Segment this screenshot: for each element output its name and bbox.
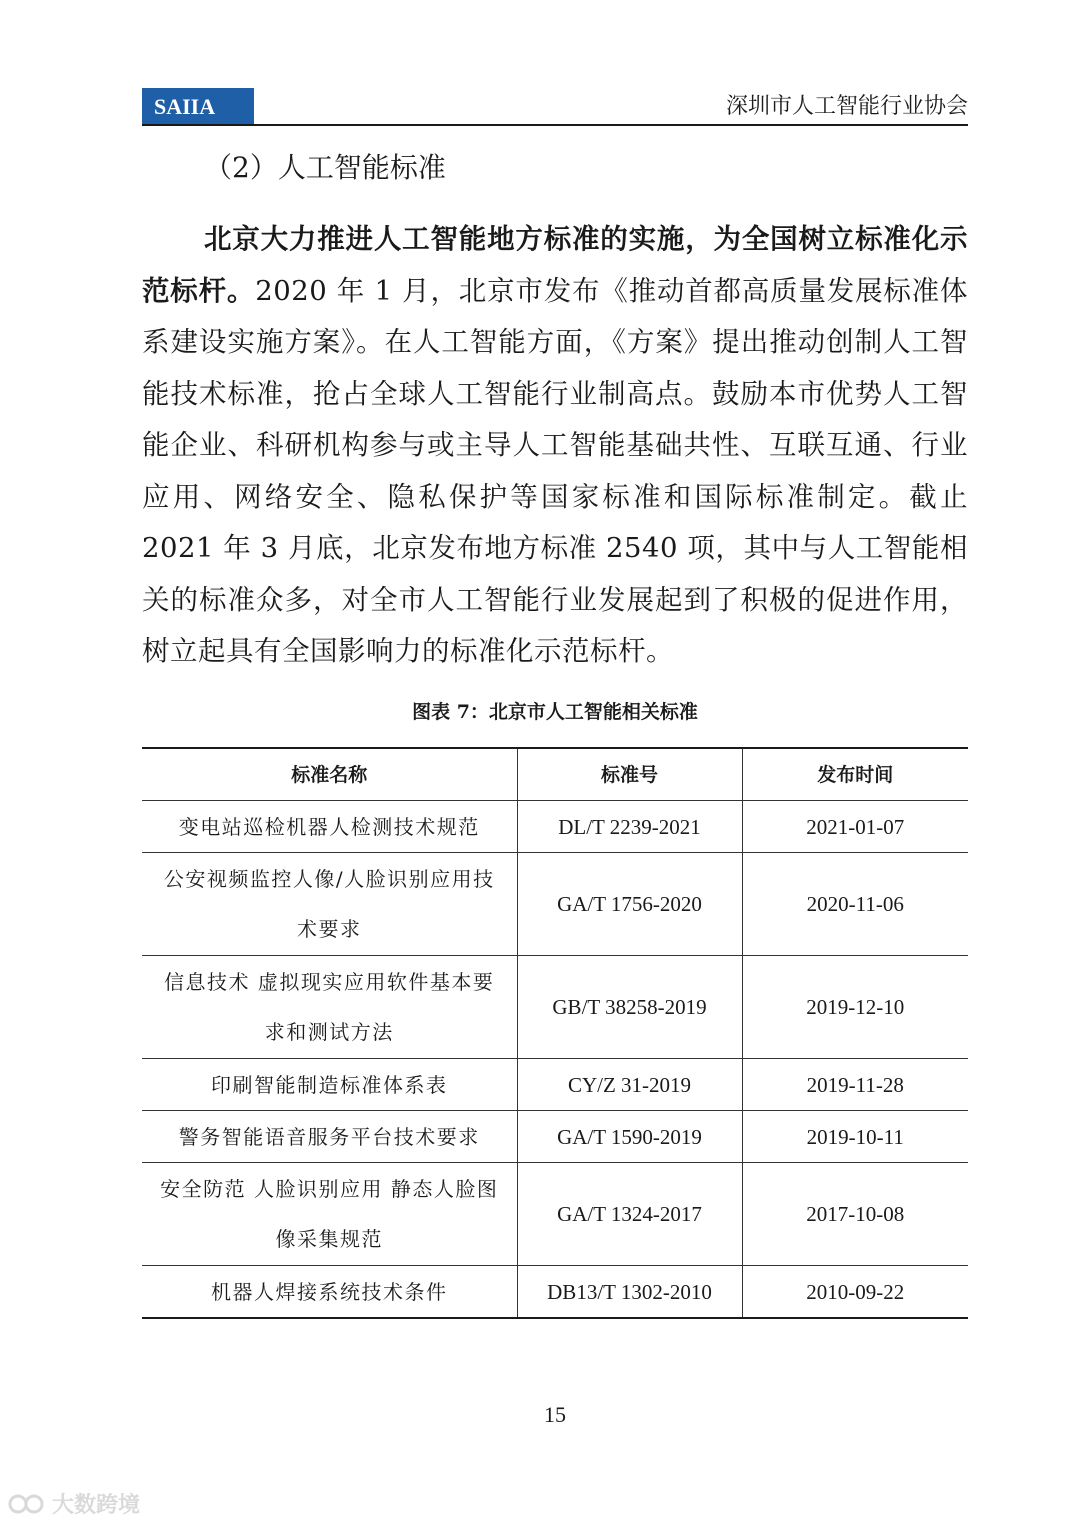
standard-name: 安全防范 人脸识别应用 静态人脸图像采集规范 — [142, 1163, 517, 1266]
release-date: 2019-11-28 — [742, 1059, 968, 1111]
standard-code: DL/T 2239-2021 — [517, 801, 742, 853]
table-row — [142, 1059, 968, 1111]
table-row — [142, 853, 968, 956]
standard-code: GB/T 38258-2019 — [517, 956, 742, 1059]
column-header-code: 标准号 — [517, 748, 742, 801]
table-header-row — [142, 748, 968, 801]
standard-code: GA/T 1590-2019 — [517, 1111, 742, 1163]
standard-code: DB13/T 1302-2010 — [517, 1266, 742, 1319]
standard-code: CY/Z 31-2019 — [517, 1059, 742, 1111]
body-paragraph — [142, 214, 968, 678]
standard-code: GA/T 1324-2017 — [517, 1163, 742, 1266]
standard-name: 印刷智能制造标准体系表 — [142, 1059, 517, 1111]
standard-code: GA/T 1756-2020 — [517, 853, 742, 956]
release-date: 2019-10-11 — [742, 1111, 968, 1163]
release-date: 2020-11-06 — [742, 853, 968, 956]
standard-name: 公安视频监控人像/人脸识别应用技术要求 — [142, 853, 517, 956]
standard-name: 信息技术 虚拟现实应用软件基本要求和测试方法 — [142, 956, 517, 1059]
release-date: 2017-10-08 — [742, 1163, 968, 1266]
standard-name: 变电站巡检机器人检测技术规范 — [142, 801, 517, 853]
header-organization: 深圳市人工智能行业协会 — [725, 94, 968, 119]
header-badge: SAIIA — [142, 88, 254, 125]
table-row — [142, 1266, 968, 1319]
table-row — [142, 1163, 968, 1266]
paragraph-bold-lead: 北京大力推进人工智能地方标准的实施，为全国树立标准化示范标杆。 — [142, 223, 968, 307]
standards-table — [142, 747, 968, 1319]
page-number: 15 — [544, 1402, 566, 1427]
table-row — [142, 1111, 968, 1163]
column-header-name: 标准名称 — [142, 748, 517, 801]
release-date: 2010-09-22 — [742, 1266, 968, 1319]
table-row — [142, 801, 968, 853]
header-divider — [142, 124, 968, 126]
paragraph-body: 2020 年 1 月，北京市发布《推动首都高质量发展标准体系建设实施方案》。在人工智能方面，《方案》提出推动创制人工智能技术标准，抢占全球人工智能行业制高点。鼓励本市优势人工智能企业、科研机构参与或主导人工智能基础共性、互联互通、行业应用、网络安全、隐私保护等国家标准和国际标准制定。截止 2021 年 3 月底，北京发布地方标准 2540 项，其中与人工智能相关的标准众多，对全市人工智能行业发展起到了积极的促进作用，树立起具有全国影响力的标准化示范标杆。 — [142, 274, 968, 667]
standard-name: 机器人焊接系统技术条件 — [142, 1266, 517, 1319]
watermark-text: 大数跨境 — [52, 1493, 141, 1518]
table-caption: 图表 7：北京市人工智能相关标准 — [412, 701, 698, 723]
table-row — [142, 956, 968, 1059]
standard-name: 警务智能语音服务平台技术要求 — [142, 1111, 517, 1163]
release-date: 2019-12-10 — [742, 956, 968, 1059]
column-header-date: 发布时间 — [742, 748, 968, 801]
release-date: 2021-01-07 — [742, 801, 968, 853]
watermark — [8, 1488, 140, 1519]
watermark-logo-icon — [8, 1491, 48, 1517]
section-heading: （2）人工智能标准 — [204, 151, 446, 184]
